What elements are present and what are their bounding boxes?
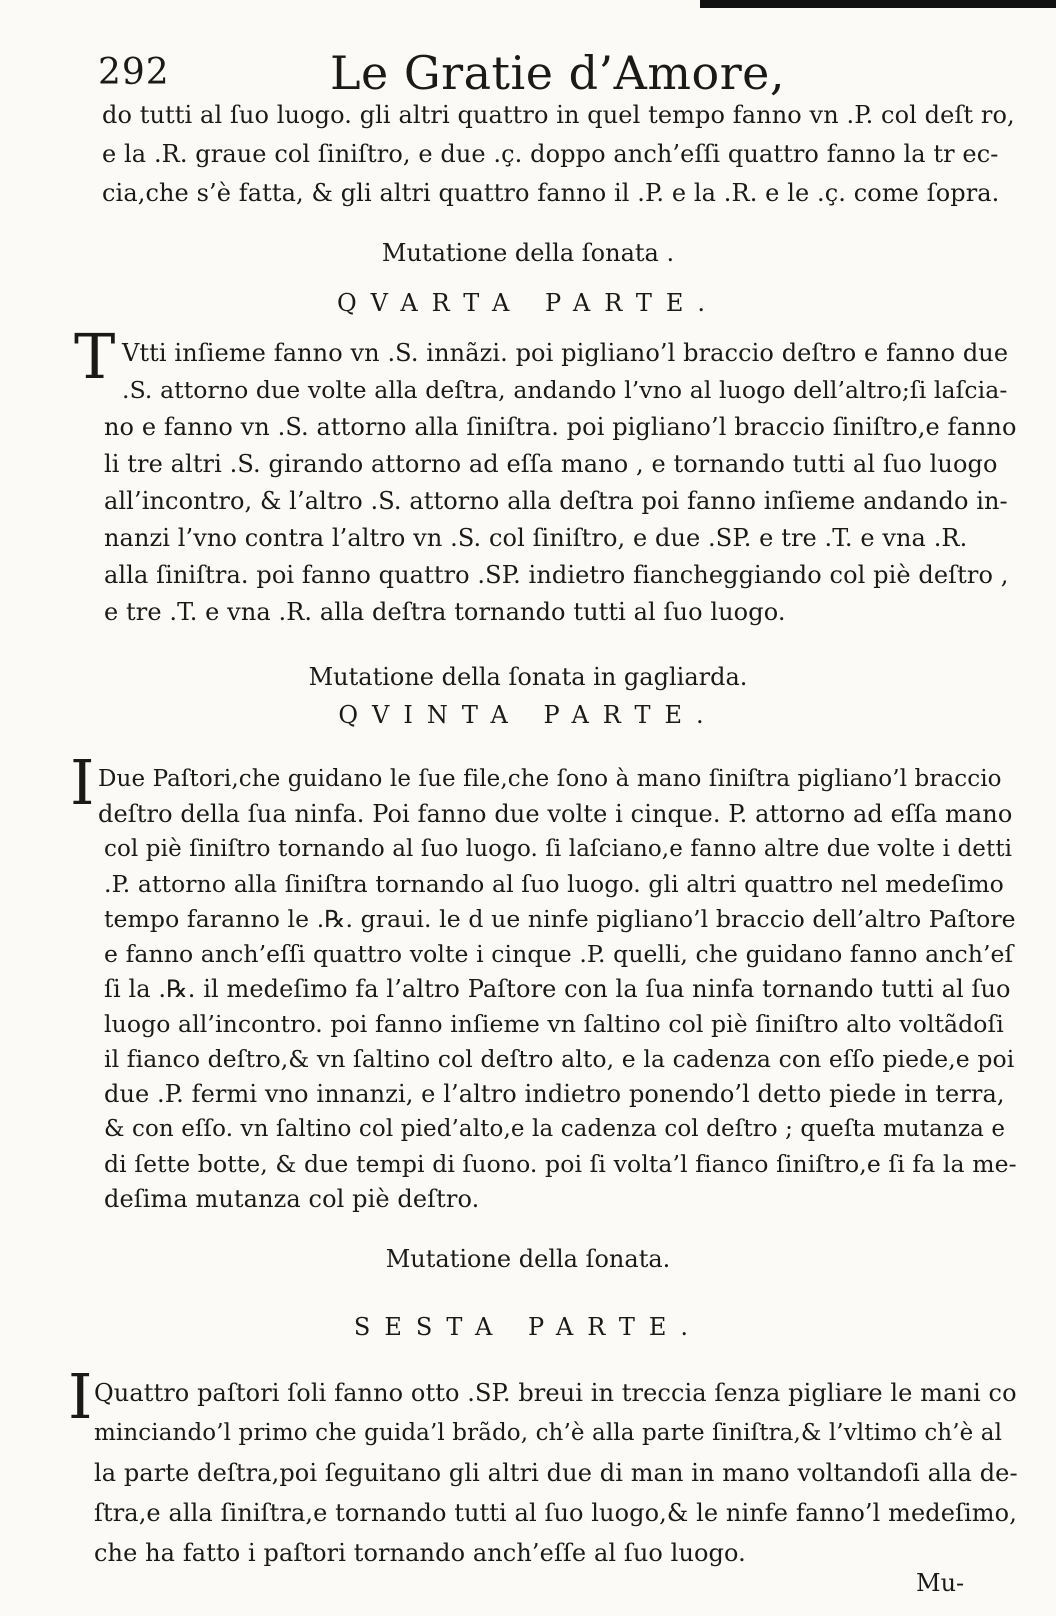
text-line: deſtro della ſua ninfa. Poi fanno due volte i cinque. P. attorno ad eſſa mano	[98, 800, 1013, 828]
mutation-heading: Mutatione della ſonata in gagliarda.	[308, 663, 748, 691]
text-line: no e fanno vn .S. attorno alla ſiniſtra. poi pigliano’l braccio ſiniſtro,e fanno	[104, 413, 1017, 441]
drop-initial: I	[70, 746, 95, 819]
text-line: alla ſiniſtra. poi fanno quattro .SP. indietro fiancheggiando col piè deſtro ,	[104, 561, 1009, 589]
text-line: minciando’l primo che guida’l brãdo, ch’è alla parte ſiniſtra,& l’vltimo ch’è al	[94, 1420, 1003, 1446]
text-line: Due Paſtori,che guidano le ſue file,che ſono à mano ſiniſtra pigliano’l braccio	[98, 766, 1002, 792]
text-line: il fianco deſtro,& vn ſaltino col deſtro alto, e la cadenza con eſſo piede,e poi	[104, 1045, 1015, 1073]
page-number: 292	[98, 52, 170, 93]
page-header	[98, 46, 998, 102]
text-line: Quattro paſtori ſoli fanno otto .SP. breui in treccia ſenza pigliare le mani co	[94, 1379, 1017, 1407]
part-title: SESTA PARTE.	[353, 1313, 703, 1341]
text-line: ſi la .℞. il medeſimo fa l’altro Paſtore con la ſua ninfa tornando tutti al ſuo	[104, 975, 1011, 1003]
text-line: li tre altri .S. girando attorno ad eſſa mano , e tornando tutti al ſuo luogo	[104, 450, 998, 478]
running-title: Le Gratie d’Amore,	[330, 46, 786, 100]
text-line: Vtti inſieme fanno vn .S. innãzi. poi pigliano’l braccio deſtro e fanno due	[122, 339, 1009, 367]
text-line: col piè ſiniſtro tornando al ſuo luogo. ſi laſciano,e fanno altre due volte i detti	[104, 836, 1013, 862]
text-line: e tre .T. e vna .R. alla deſtra tornando tutti al ſuo luogo.	[104, 598, 786, 626]
top-rule	[700, 0, 1056, 8]
text-line: nanzi l’vno contra l’altro vn .S. col ſiniſtro, e due .SP. e tre .T. e vna .R.	[104, 524, 968, 552]
text-line: la parte deſtra,poi ſeguitano gli altri due di man in mano voltandoſi alla de-	[94, 1459, 1018, 1487]
text-line: .P. attorno alla ſiniſtra tornando al ſuo luogo. gli altri quattro nel medeſimo	[104, 870, 1004, 898]
text-line: deſima mutanza col piè deſtro.	[104, 1185, 480, 1213]
part-title: QVARTA PARTE.	[336, 289, 720, 317]
text-line: due .P. fermi vno innanzi, e l’altro indietro ponendo’l detto piede in terra,	[104, 1080, 1005, 1108]
mutation-heading: Mutatione della ſonata .	[381, 239, 675, 267]
part-title: QVINTA PARTE.	[338, 701, 718, 729]
mutation-heading: Mutatione della ſonata.	[385, 1245, 671, 1273]
text-line: ſtra,e alla ſiniſtra,e tornando tutti al ſuo luogo,& le ninfe fanno’l medeſimo,	[94, 1499, 1017, 1527]
text-line: .S. attorno due volte alla deſtra, andando l’vno al luogo dell’altro;ſi laſcia-	[122, 376, 1008, 404]
drop-initial: I	[68, 1360, 93, 1433]
drop-initial: T	[74, 320, 116, 393]
text-line: tempo faranno le .℞. graui. le d ue ninfe pigliano’l braccio dell’altro Paſtore	[104, 905, 1016, 933]
text-line: luogo all’incontro. poi fanno inſieme vn ſaltino col piè ſiniſtro alto voltãdoſi	[104, 1010, 1004, 1038]
text-line: e la .R. graue col ſiniſtro, e due .ç. doppo anch’eſſi quattro fanno la tr ec-	[102, 140, 999, 168]
text-line: & con eſſo. vn ſaltino col pied’alto,e la cadenza col deſtro ; queſta mutanza e	[104, 1116, 1006, 1142]
text-line: che ha fatto i paſtori tornando anch’eſſe al ſuo luogo.	[94, 1539, 746, 1567]
text-line: cia,che s’è fatta, & gli altri quattro fanno il .P. e la .R. e le .ç. come ſopra.	[102, 179, 1000, 207]
text-line: all’incontro, & l’altro .S. attorno alla deſtra poi fanno inſieme andando in-	[104, 487, 1008, 515]
text-line: do tutti al ſuo luogo. gli altri quattro in quel tempo fanno vn .P. col deſt ro,	[102, 101, 1015, 129]
catchword: Mu-	[916, 1569, 965, 1597]
text-line: e fanno anch’eſſi quattro volte i cinque .P. quelli, che guidano fanno anch’eſ	[104, 940, 1014, 968]
text-line: di ſette botte, & due tempi di ſuono. poi ſi volta’l fianco ſiniſtro,e ſi fa la me-	[104, 1150, 1017, 1178]
